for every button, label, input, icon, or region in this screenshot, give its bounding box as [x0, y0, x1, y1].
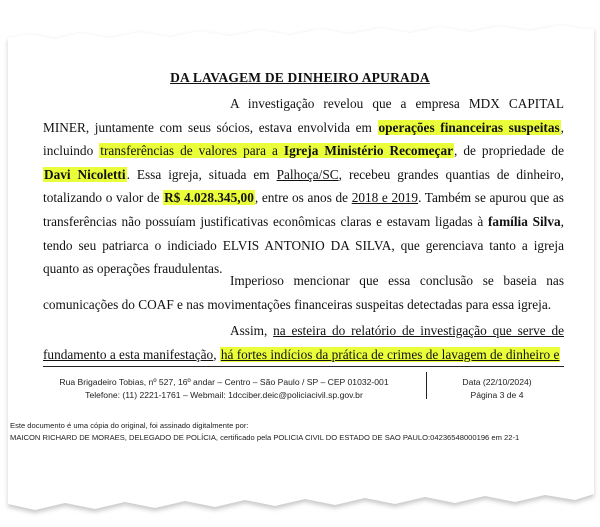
section-heading: DA LAVAGEM DE DINHEIRO APURADA — [170, 70, 430, 85]
highlight-transfers: transferências de valores para a Igreja Ministério Recomeçar — [100, 143, 453, 159]
address-line: Rua Brigadeiro Tobias, nº 527, 16º andar – Centro – São Paulo / SP – CEP 01032-001 — [59, 377, 389, 387]
digital-signature-note — [10, 420, 600, 443]
paragraph-investigation: A investigação revelou que a empresa MDX CAPITAL MINER, juntamente com seus sócios, estava envolvida em operações financeiras suspeitas, incluindo transferências de valores para a Igreja Ministério Recomeçar, de propriedade de Davi Nicoletti. Essa igreja, situada em Palhoça/SC, recebeu grandes quantias de dinheiro, totalizando o valor de R$ 4.028.345,00, entre os anos de 2018 e 2019. Também se apurou que as transferências não possuíam justificativas econômicas claras e estavam ligadas à família Silva, tendo seu patriarca o indiciado ELVIS ANTONIO DA SILVA, que gerenciava tanto a igreja quanto as operações fraudulentas. — [43, 96, 564, 277]
document-date: Data (22/10/2024) — [462, 377, 532, 387]
highlight-suspicious-operations: operações financeiras suspeitas — [378, 119, 560, 135]
signature-line-2: MAICON RICHARD DE MORAES, DELEGADO DE POLÍCIA, certificado pela POLICIA CIVIL DO ESTADO DE SAO PAULO:04236548000196 em 22-1 — [10, 432, 520, 442]
highlight-laundering-evidence: há fortes indícios da prática de crimes de lavagem de dinheiro e — [220, 346, 560, 362]
contact-line: Telefone: (11) 2221-1761 – Webmail: 1dcciber.deic@policiacivil.sp.gov.br — [85, 389, 363, 400]
footer-address — [43, 376, 405, 401]
paragraph-coaf: Imperioso mencionar que essa conclusão se baseia nas comunicações do COAF e nas movimentações financeiras suspeitas detectadas para essa igreja. — [43, 273, 564, 312]
footer-separator — [426, 372, 427, 399]
family-name: família Silva — [488, 213, 561, 229]
footer-divider — [43, 366, 564, 367]
report-reference-underlined: na esteira do relatório de investigação que serve de fundamento a esta manifestação — [43, 323, 564, 362]
highlight-amount: R$ 4.028.345,00 — [164, 190, 254, 206]
years-underlined: 2018 e 2019 — [351, 190, 419, 206]
page-number: Página 3 de 4 — [470, 389, 524, 400]
location-underlined: Palhoça/SC — [276, 166, 339, 182]
footer-date-block — [437, 376, 557, 401]
church-name: Igreja Ministério Recomeçar — [283, 143, 453, 159]
signature-line-1: Este documento é uma cópia do original, foi assinado digitalmente por: — [10, 421, 249, 430]
highlight-owner-name: Davi Nicoletti — [44, 166, 126, 182]
paragraph-conclusion: Assim, na esteira do relatório de investigação que serve de fundamento a esta manifestação, há fortes indícios da prática de crimes de lavagem de dinheiro e — [43, 323, 564, 362]
